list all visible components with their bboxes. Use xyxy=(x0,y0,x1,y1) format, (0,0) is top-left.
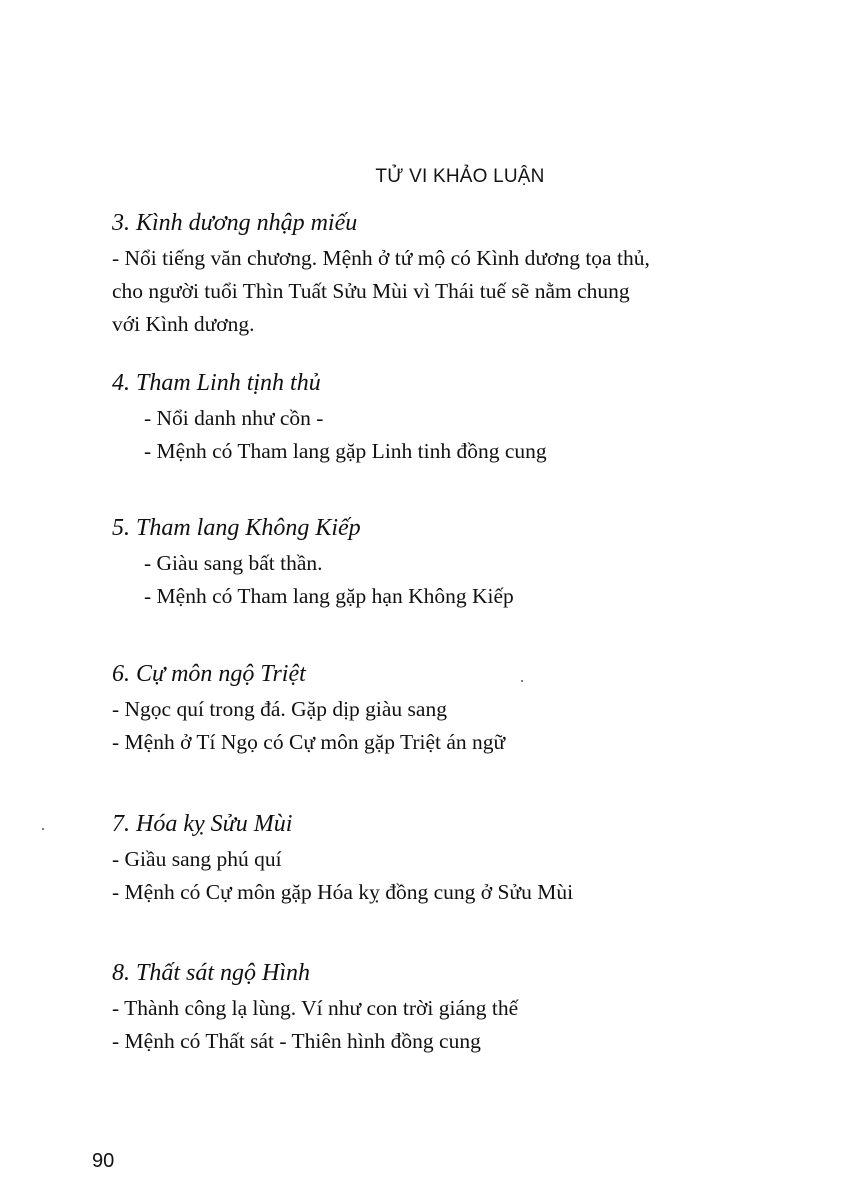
section-that-sat-ngo-hinh xyxy=(112,958,772,1058)
section-title: 8. Thất sát ngộ Hình xyxy=(112,960,311,986)
section-line: - Giàu sang bất thần. xyxy=(144,551,323,575)
section-tham-lang-khong-kiep xyxy=(112,513,772,613)
section-title: 3. Kình dương nhập miếu xyxy=(112,210,358,236)
section-kinh-duong xyxy=(112,208,772,341)
section-line: - Mệnh có Tham lang gặp Linh tinh đồng cung xyxy=(144,439,547,463)
section-title: 6. Cự môn ngộ Triệt xyxy=(112,661,306,687)
running-header: TỬ VI KHẢO LUẬN xyxy=(375,166,545,187)
section-line: - Giầu sang phú quí xyxy=(112,847,282,871)
page-number: 90 xyxy=(92,1150,115,1172)
scan-speck xyxy=(521,680,523,682)
section-line: - Nổi danh như cồn - xyxy=(144,406,324,430)
section-tham-linh xyxy=(112,368,772,468)
section-title: 4. Tham Linh tịnh thủ xyxy=(112,370,321,396)
section-hoa-ky-suu-mui xyxy=(112,809,772,909)
section-line: - Mệnh có Thất sát - Thiên hình đồng cung xyxy=(112,1029,481,1053)
section-line: - Mệnh có Tham lang gặp hạn Không Kiếp xyxy=(144,584,514,608)
scan-speck xyxy=(42,828,44,830)
section-line: - Ngọc quí trong đá. Gặp dịp giàu sang xyxy=(112,697,447,721)
section-line: cho người tuổi Thìn Tuất Sửu Mùi vì Thái tuế sẽ nằm chung xyxy=(112,279,630,303)
section-title: 7. Hóa kỵ Sửu Mùi xyxy=(112,811,293,837)
section-line: - Nổi tiếng văn chương. Mệnh ở tứ mộ có Kình dương tọa thủ, xyxy=(112,246,650,270)
section-title: 5. Tham lang Không Kiếp xyxy=(112,515,361,541)
section-line: - Mệnh ở Tí Ngọ có Cự môn gặp Triệt án ngữ xyxy=(112,730,506,754)
section-line: - Mệnh có Cự môn gặp Hóa kỵ đồng cung ở Sửu Mùi xyxy=(112,880,574,904)
section-cu-mon-ngo-triet xyxy=(112,659,772,759)
section-line: - Thành công lạ lùng. Ví như con trời giáng thế xyxy=(112,996,519,1020)
section-line: với Kình dương. xyxy=(112,312,255,336)
